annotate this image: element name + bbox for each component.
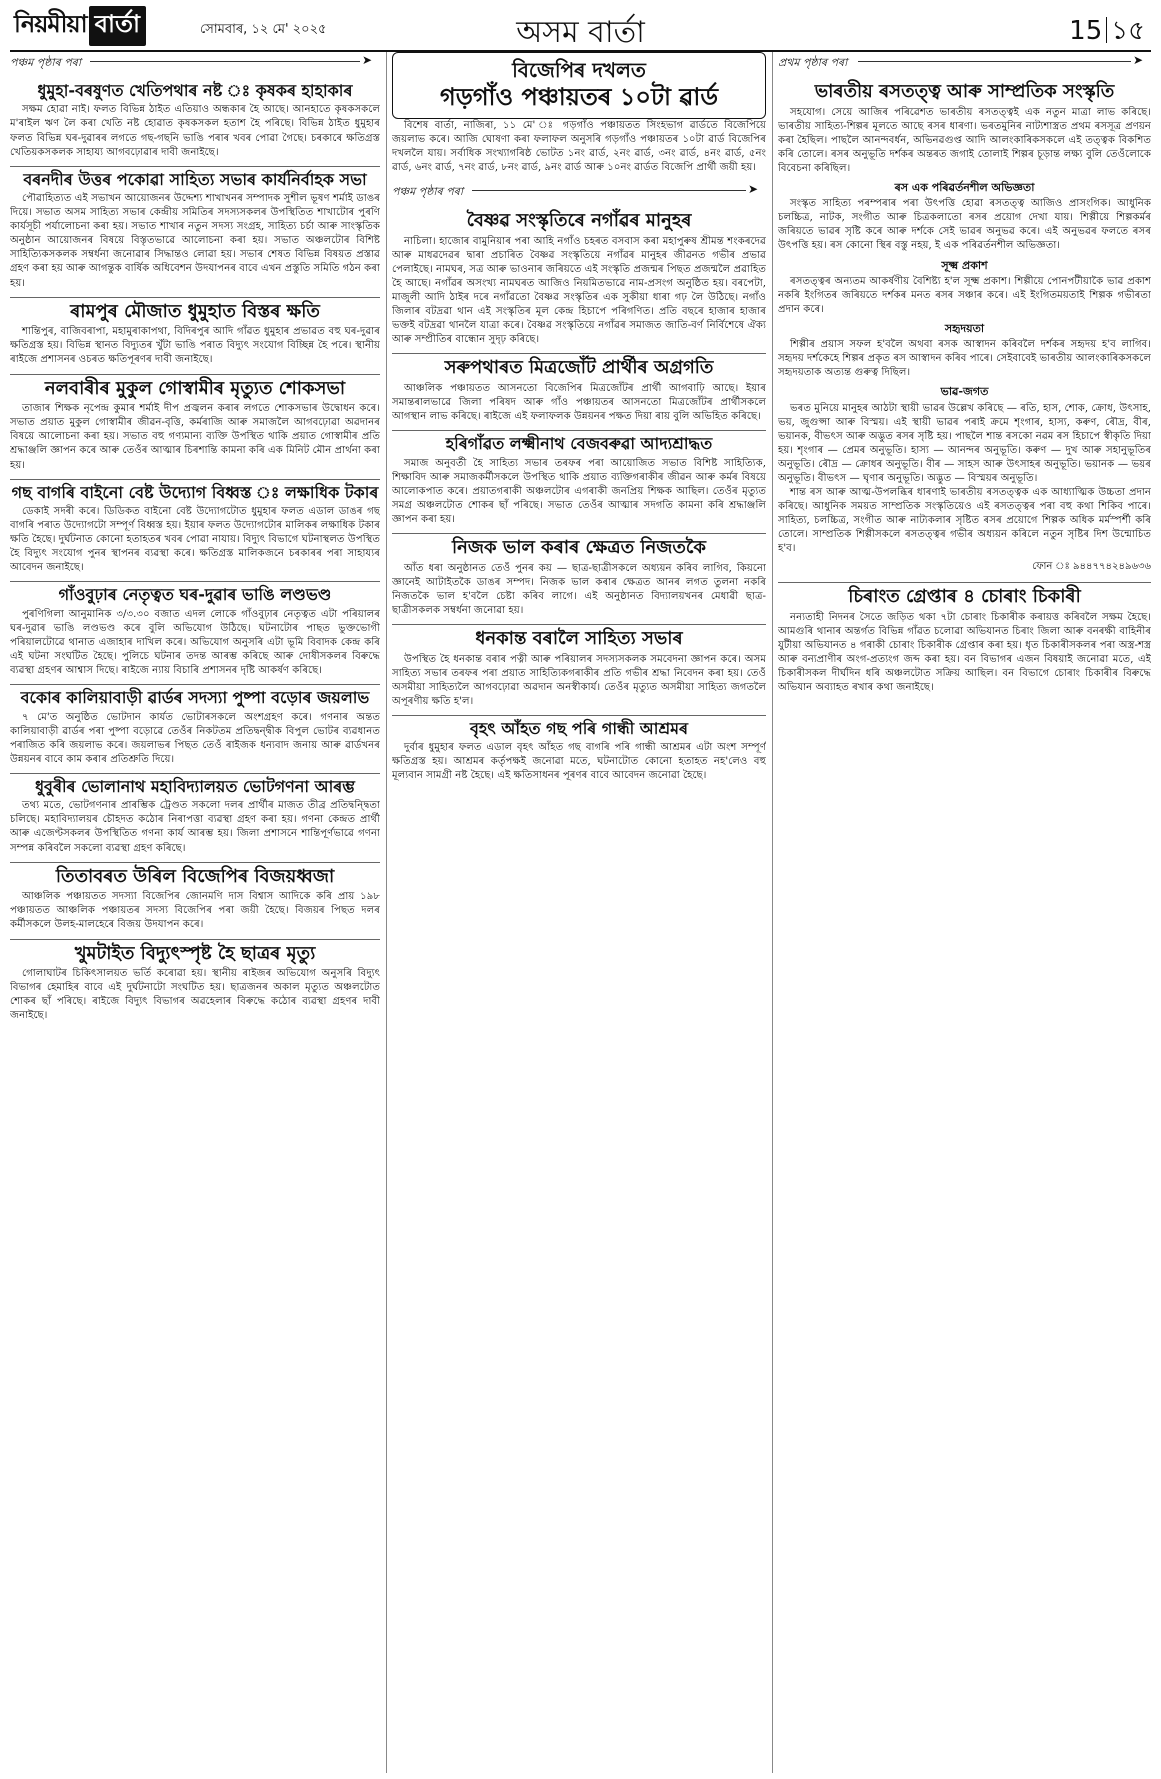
page-number-latin: 15: [1069, 16, 1103, 46]
story-paragraph: তথ্য মতে, ভোটগণনাৰ প্ৰাৰম্ভিক ট্ৰেণ্ডত সকলো দলৰ প্ৰাৰ্থীৰ মাজত তীব্ৰ প্ৰতিদ্বন্দ্বিতা চলিছে। মহাবিদ্যালয়ৰ চৌহদত কঠোৰ নিৰাপত্তা ব্যৱস্থা গ্ৰহণ কৰা হয়। গণনা কেন্দ্ৰত প্ৰাৰ্থী আৰু এজেণ্টসকলৰ উপস্থিতিত গণনা কাৰ্য আৰম্ভ হয়। জিলা প্ৰশাসনে শান্তিপূৰ্ণভাৱে গণনা সম্পন্ন কৰিবলৈ সকলো ব্যৱস্থা গ্ৰহণ কৰিছে।: [10, 800, 380, 854]
continued-from-kicker: [10, 52, 380, 79]
story-body: [10, 192, 380, 291]
news-story: [10, 778, 380, 856]
story-paragraph: পুৰণিগিলা আনুমানিক ৩/৩.৩০ বজাত এদল লোকে গাঁওবুঢ়াৰ নেতৃত্বত এটা পৰিয়ালৰ ঘৰ-দুৱাৰ ভাঙি লণ্ডভণ্ড কৰে বুলি অভিযোগ উঠিছে। ঘটনাটোৰ পাছত ভুক্তভোগী পৰিয়ালটোৱে থানাত এজাহাৰ দাখিল কৰে। অভিযোগ অনুসৰি এটা ভূমি বিবাদক কেন্দ্ৰ কৰি এই ঘটনা সংঘটিত হৈছে। পুলিচে ঘটনাৰ তদন্ত আৰম্ভ কৰিছে আৰু দোষীসকলৰ বিৰুদ্ধে ব্যৱস্থা গ্ৰহণৰ আশ্বাস দিছে। ৰাইজে ন্যায় বিচাৰি প্ৰশাসনৰ দৃষ্টি আকৰ্ষণ কৰিছে।: [10, 608, 380, 677]
story-paragraph: গোলাঘাটৰ চিকিৎসালয়ত ভৰ্তি কৰোৱা হয়। স্থানীয় ৰাইজৰ অভিযোগ অনুসৰি বিদ্যুৎ বিভাগৰ হেমাহিৰ বাবে এই দুৰ্ঘটনাটো সংঘটিত হয়। ছাত্ৰজনৰ অকাল মৃত্যুত অঞ্চলটোত শোকৰ ছাঁ পৰিছে। ৰাইজে বিদ্যুৎ বিভাগৰ অৱহেলাৰ বিৰুদ্ধে কঠোৰ ব্যৱস্থা গ্ৰহণৰ দাবী জনাইছে।: [10, 968, 380, 1022]
column-divider: [386, 52, 387, 1773]
feature-subhead: ভাৱ-জগত: [940, 385, 989, 399]
news-story: [392, 629, 766, 709]
story-paragraph: পৌৱাহিত্যত এই সভাখন আয়োজনৰ উদ্দেশ্য শাখাখনৰ সম্পাদক সুশীল ভূষণ শৰ্মাই ডাঙৰ দিয়ে। সভাত অসম সাহিত্য সভাৰ কেন্দ্ৰীয় সমিতিৰ সদস্যসকলৰ উপস্থিতিত শাখাটোৰ পুৰণি কাৰ্যসূচী পৰ্যালোচনা কৰা হয়। সভাত শাখাৰ নতুন সদস্য সংগ্ৰহ, সাহিত্য চৰ্চা আৰু সাংস্কৃতিক অনুষ্ঠান আয়োজনৰ বিষয়ে বিস্তৃতভাৱে আলোচনা কৰা হয়। সভাত অঞ্চলটোৰ বিশিষ্ট সাহিত্যিকসকলক সম্বৰ্ধনা জনোৱাৰ সিদ্ধান্তও লোৱা হয়। সভাৰ শেষত বিভিন্ন বিষয়ত প্ৰস্তাৱ গ্ৰহণ কৰা হয় আৰু আগন্তুক বাৰ্ষিক অধিবেশন উদযাপনৰ বাবে এখন প্ৰস্তুতি সমিতি গঠন কৰা হয়।: [10, 193, 380, 289]
logo-text-part2: বার্তা: [89, 6, 146, 46]
masthead: [10, 6, 1151, 52]
story-body: [10, 890, 380, 932]
top-story-paragraph: বিশেষ বাৰ্তা, নাজিৰা, ১১ মে' ঃ গড়গাঁও পঞ্চায়তত সিংহভাগ ৱাৰ্ডতে বিজেপিয়ে জয়লাভ কৰে। আজি ঘোষণা কৰা ফলাফল অনুসৰি গড়গাঁও পঞ্চায়তৰ ১০টা ৱাৰ্ড বিজেপিৰ দখললৈ যায়। সৰ্বাধিক সংখ্যাগৰিষ্ঠ ভোটত ১নং ৱাৰ্ড, ২নং ৱাৰ্ড, ৩নং ৱাৰ্ড, ৪নং ৱাৰ্ড, ৫নং ৱাৰ্ড, ৬নং ৱাৰ্ড, ৭নং ৱাৰ্ড, ৮নং ৱাৰ্ড, ৯নং ৱাৰ্ড আৰু ১০নং ৱাৰ্ডত বিজেপি প্ৰাৰ্থী জয়ী হয়।: [392, 119, 766, 173]
news-story: [10, 82, 380, 160]
story-body: [10, 799, 380, 855]
feature-subhead: সহৃদয়তা: [944, 321, 985, 335]
bottom-story: [778, 587, 1151, 695]
story-headline: হৰিগাঁৱত লক্ষ্মীনাথ বেজবৰুৱা আদ্যশ্ৰাদ্ধত: [445, 434, 713, 454]
news-story: [10, 484, 380, 576]
story-headline: ধুমুহা-বৰষুণত খেতিপথাৰ নষ্ট ঃ কৃষকৰ হাহাকাৰ: [37, 81, 353, 100]
bottom-story-body: [778, 611, 1151, 695]
story-paragraph: সমাজ অনুবৰ্তী হৈ সাহিত্য সভাৰ তৰফৰ পৰা আয়োজিত সভাত বিশিষ্ট সাহিত্যিক, শিক্ষাবিদ আৰু সমাজকৰ্মীসকলে উপস্থিত থাকি প্ৰয়াত ব্যক্তিগৰাকীৰ জীৱন আৰু কৰ্মৰ বিষয়ে আলোকপাত কৰে। প্ৰয়াতগৰাকী অঞ্চলটোৰ এগৰাকী জনপ্ৰিয় শিক্ষক আছিল। তেওঁৰ মৃত্যুত সমগ্ৰ অঞ্চলটোত শোকৰ ছাঁ পৰিছে। সভাত তেওঁৰ আত্মাৰ সদগতি কামনা কৰি শ্ৰদ্ধাঞ্জলি জ্ঞাপন কৰা হয়।: [392, 457, 766, 525]
story-body: [10, 325, 380, 367]
news-story: [392, 211, 766, 347]
top-story-body: [392, 119, 766, 175]
feature-paragraph: সংস্কৃত সাহিত্য পৰম্পৰাৰ পৰা উৎপত্তি হোৱা ৰসতত্ত্ব আজিও প্ৰাসংগিক। আধুনিক চলচ্চিত্ৰ, নাটক, সংগীত আৰু চিত্ৰকলাতো ৰসৰ প্ৰয়োগ দেখা যায়। শিল্পীয়ে শিল্পকৰ্মৰ জৰিয়তে ভাৱৰ সৃষ্টি কৰে আৰু দৰ্শকে সেই ভাৱৰ অনুভৱ কৰে। এই অনুভৱৰ ফলতে ৰসৰ উৎপত্তি হয়। ৰস কোনো স্থিৰ বস্তু নহয়, ই এক পৰিৱৰ্তনশীল অভিজ্ঞতা।: [778, 198, 1151, 252]
story-divider: [392, 353, 766, 354]
continued-from-kicker: [778, 52, 1151, 79]
top-story: [392, 52, 766, 175]
story-divider: [392, 715, 766, 716]
news-story: [10, 689, 380, 767]
column-right: [778, 52, 1151, 1773]
story-divider: [392, 624, 766, 625]
top-story-headline-line2: গড়গাঁও পঞ্চায়তৰ ১০টা ৱাৰ্ড: [439, 83, 719, 111]
story-body: [392, 562, 766, 618]
news-story: [10, 171, 380, 291]
news-story: [10, 302, 380, 368]
story-paragraph: ৭ মে'ত অনুষ্ঠিত ভোটদান কাৰ্যত ভোটাৰসকলে অংশগ্ৰহণ কৰে। গণনাৰ অন্তত কালিয়াবাড়ী ৱাৰ্ডৰ পৰা পুষ্পা বড়োৱে তেওঁৰ নিকটতম প্ৰতিদ্বন্দ্বীক বিপুল ভোটৰ ব্যৱধানত পৰাজিত কৰি জয়লাভ কৰে। জয়লাভৰ পিছত তেওঁ ৰাইজক ধন্যবাদ জনায় আৰু ৱাৰ্ডখনৰ উন্নয়নৰ বাবে কাম কৰাৰ প্ৰতিশ্ৰুতি দিয়ে।: [10, 711, 380, 765]
feature-subhead: ৰস এক পৰিৱৰ্তনশীল অভিজ্ঞতা: [894, 181, 1035, 195]
story-body: [392, 741, 766, 783]
continued-from-kicker: [392, 181, 766, 208]
story-list: [10, 82, 380, 1024]
news-story: [392, 538, 766, 618]
news-story: [10, 867, 380, 933]
story-body: [10, 505, 380, 575]
story-divider: [10, 684, 380, 685]
story-divider: [10, 581, 380, 582]
story-headline: সৰুপথাৰত মিত্ৰজোঁট প্ৰাৰ্থীৰ অগ্ৰগতি: [444, 357, 714, 379]
story-headline: নিজক ভাল কৰাৰ ক্ষেত্ৰত নিজতকৈ: [451, 536, 707, 558]
page-number-divider: [1106, 17, 1107, 43]
feature-article: [778, 82, 1151, 576]
arrow-right-icon: ➤: [747, 181, 758, 196]
news-story: [10, 586, 380, 678]
column-divider: [772, 52, 773, 1773]
feature-paragraph: সহযোগ। সেয়ে আজিৰ পৰিৱেশত ভাৰতীয় ৰসতত্ত্বই এক নতুন মাত্ৰা লাভ কৰিছে। ভাৰতীয় সাহিত্য-শিল্পৰ মূলতে আছে ৰসৰ ধাৰণা। ভৰতমুনিৰ নাট্যশাস্ত্ৰত প্ৰথম ৰসসূত্ৰ প্ৰণয়ন কৰা হৈছিল। পাছলৈ আনন্দবৰ্ধন, অভিনৱগুপ্ত আদি আলংকাৰিকসকলে এই তত্ত্বক বিকশিত কৰি তোলে। ৰসৰ অনুভূতি দৰ্শকৰ অন্তৰত জগাই তোলাই শিল্পৰ চূড়ান্ত লক্ষ্য বুলি তেওঁলোকে বিবেচনা কৰিছিল।: [778, 106, 1151, 174]
story-body: [392, 235, 766, 348]
story-headline: বৃহৎ আঁহত গছ পৰি গান্ধী আশ্ৰমৰ: [470, 718, 688, 738]
logo-text-part1: নিয়মীয়া: [14, 10, 87, 38]
kicker-label: পঞ্চম পৃষ্ঠাৰ পৰা: [10, 56, 82, 69]
news-story: [392, 435, 766, 527]
news-story: [10, 379, 380, 473]
arrow-right-icon: ➤: [361, 53, 372, 67]
bottom-story-headline: চিৰাংত গ্ৰেপ্তাৰ ৪ চোৰাং চিকাৰী: [848, 586, 1081, 608]
issue-date: সোমবাৰ, ১২ মে' ২০২৫: [200, 22, 327, 37]
story-headline: বৰনদীৰ উত্তৰ পকোৱা সাহিত্য সভাৰ কাৰ্যনিৰ্বাহক সভা: [23, 169, 367, 189]
story-headline: ৰামপুৰ মৌজাত ধুমুহাত বিস্তৰ ক্ষতি: [70, 300, 320, 322]
story-paragraph: আঞ্চলিক পঞ্চায়তত সদস্যা বিজেপিৰ জোনমণি দাস বিশ্বাস আদিকে কৰি প্ৰায় ১৯৮ পঞ্চায়তত আঞ্চলিক পঞ্চায়তৰ সদস্য বিজেপিৰ পৰা জয়ী হৈছে। বিজয়ৰ পিছত দলৰ কৰ্মীসকলে উলহ-মালহেৰে বিজয় উদযাপন কৰে।: [10, 891, 380, 931]
feature-paragraph: শান্ত ৰস আৰু আত্ম-উপলব্ধিৰ ধাৰণাই ভাৰতীয় ৰসতত্ত্বক এক আধ্যাত্মিক উচ্চতা প্ৰদান কৰিছে। আধুনিক সময়ত সাম্প্ৰতিক সংস্কৃতিয়েও এই ৰসতত্ত্বৰ পৰা বহু কথা শিকিব পাৰে। সাহিত্য, চলচ্চিত্ৰ, সংগীত আৰু নাট্যকলাৰ সৃষ্টিত ৰসৰ প্ৰয়োগে শিল্পক অধিক মৰ্মস্পৰ্শী কৰি তোলে। সাম্প্ৰতিক শিল্পীসকলে ৰসতত্ত্বৰ গভীৰ অধ্যয়ন কৰিলে নতুন সৃষ্টিৰ দিশ উন্মোচিত হ'ব।: [778, 487, 1151, 555]
story-headline: গছ বাগৰি বাইনো বেষ্ট উদ্যোগ বিধ্বস্ত ঃ লক্ষাধিক টকাৰ: [11, 482, 379, 502]
story-body: [392, 382, 766, 424]
news-story: [10, 944, 380, 1024]
story-body: [10, 402, 380, 472]
page-number: [1069, 10, 1145, 54]
story-headline: বৈষ্ণৱ সংস্কৃতিৰে নগাঁৱৰ মানুহৰ: [466, 209, 692, 231]
kicker-label: পঞ্চম পৃষ্ঠাৰ পৰা: [392, 184, 464, 198]
author-phone: ফোন ঃ ৯৪৪৭৭৪২৪৯৬৩৬: [1032, 561, 1151, 573]
story-divider: [10, 374, 380, 375]
feature-paragraph: শিল্পীৰ প্ৰয়াস সফল হ'বলৈ অথবা ৰসক আস্বাদন কৰিবলৈ দৰ্শকৰ সহৃদয় হ'ব লাগিব। সহৃদয় দৰ্শকেহে শিল্পৰ প্ৰকৃত ৰস আস্বাদন কৰিব পাৰে। সেইবাবেই ভাৰতীয় আলংকাৰিকসকলে সহৃদয়তাক অত্যন্ত গুৰুত্ব দিছিল।: [778, 339, 1151, 379]
story-body: [392, 457, 766, 527]
story-body: [392, 653, 766, 709]
page-number-local: ১৫: [1111, 16, 1145, 46]
story-divider: [10, 939, 380, 940]
feature-body: [778, 106, 1151, 557]
story-divider: [10, 773, 380, 774]
story-paragraph: সক্ষম হোৱা নাই। ফলত বিভিন্ন ঠাইত এতিয়াও অন্ধকাৰ হৈ আছে। আনহাতে কৃষকসকলে ম'ৰাইল ঋণ লৈ কৰা খেতি নষ্ট হোৱাত কৃষকসকল হতাশ হৈ পৰিছে। বিভিন্ন ঠাইত ধুমুহাৰ ফলত বিভিন্ন ঘৰ-দুৱাৰৰ লগতে গছ-গছনি ভাঙি পৰাৰ খবৰ পোৱা গৈছে। চৰকাৰে ক্ষতিগ্ৰস্ত খেতিয়কসকলক সাহায্য আগবঢ়োৱাৰ দাবী জনাইছে।: [10, 104, 380, 158]
top-story-headline-line1: বিজেপিৰ দখলত: [512, 58, 646, 82]
story-paragraph: ডেকাই সদৰী কৰে। ডিডিকত বাইনো বেষ্ট উদ্যোগটোত ধুমুহাৰ ফলত এডাল ডাঙৰ গছ বাগৰি পৰাত উদ্যোগটো সম্পূৰ্ণ বিধ্বস্ত হয়। ইয়াৰ ফলত উদ্যোগটোৰ মালিকৰ লক্ষাধিক টকাৰ ক্ষতি হৈছে। দুৰ্ঘটনাত কোনো হতাহতৰ খবৰ পোৱা নাযায়। বিদ্যুৎ বিভাগে ঘটনাস্থলত উপস্থিত হৈ বিদ্যুৎ সংযোগ পুনৰ স্থাপনৰ ব্যৱস্থা কৰে। ক্ষতিগ্ৰস্ত মালিকজনে চৰকাৰৰ পৰা সাহায্যৰ আবেদন জনাইছে।: [10, 506, 380, 574]
story-divider: [10, 479, 380, 480]
feature-paragraph: ভৰত মুনিয়ে মানুহৰ আঠটা স্থায়ী ভাৱৰ উল্লেখ কৰিছে — ৰতি, হাস, শোক, ক্ৰোধ, উৎসাহ, ভয়, জুগুপ্সা আৰু বিস্ময়। এই স্থায়ী ভাৱৰ পৰাই ক্ৰমে শৃংগাৰ, হাস্য, কৰুণ, ৰৌদ্ৰ, বীৰ, ভয়ানক, বীভৎস আৰু অদ্ভুত ৰসৰ সৃষ্টি হয়। পাছলৈ শান্ত ৰসকো নৱম ৰস হিচাপে স্বীকৃতি দিয়া হয়। শৃংগাৰ — প্ৰেমৰ অনুভূতি। হাস্য — আনন্দৰ অনুভূতি। কৰুণ — দুখ আৰু সহানুভূতিৰ অনুভূতি। ৰৌদ্ৰ — ক্ৰোধৰ অনুভূতি। বীৰ — সাহস আৰু উৎসাহৰ অনুভূতি। ভয়ানক — ভয়ৰ অনুভূতি। বীভৎস — ঘৃণাৰ অনুভূতি। অদ্ভুত — বিস্ময়ৰ অনুভূতি।: [778, 402, 1151, 484]
story-paragraph: শান্তিপুৰ, বাজিবৰাপা, মহামুৰাকাপথা, বিদিৰপুৰ আদি গাঁৱত ধুমুহাৰ প্ৰভাৱত বহু ঘৰ-দুৱাৰ ক্ষতিগ্ৰস্ত হয়। বিভিন্ন স্থানত বিদ্যুতৰ খুঁটা ভাঙি পৰাত বিদ্যুৎ সংযোগ বিচ্ছিন্ন হৈ পৰে। স্থানীয় ৰাইজে প্ৰশাসনৰ ওচৰত ক্ষতিপূৰণৰ দাবী জনাইছে।: [10, 326, 380, 366]
kicker-label: প্ৰথম পৃষ্ঠাৰ পৰা: [778, 56, 848, 69]
story-divider: [392, 430, 766, 431]
story-body: [10, 711, 380, 767]
story-divider: [10, 166, 380, 167]
story-divider: [10, 862, 380, 863]
arrow-right-icon: ➤: [1132, 53, 1143, 67]
story-body: [10, 608, 380, 678]
story-headline: তিতাবৰত উৰিল বিজেপিৰ বিজয়ধ্বজা: [55, 865, 335, 887]
column-middle: [392, 52, 766, 1773]
feature-headline: ভাৰতীয় ৰসতত্ত্ব আৰু সাম্প্ৰতিক সংস্কৃতি: [814, 81, 1115, 102]
bottom-story-paragraph: নন্যতাহী নিদনৰ সৈতে জড়িত থকা ৭টা চোৰাং চিকাৰীক কৰায়ত্ত কৰিবলৈ সক্ষম হৈছে। আমগুৰি থানাৰ অন্তৰ্গত বিভিন্ন গাঁৱত চলোৱা অভিযানত চিৰাং জিলা আৰু বনৰক্ষী বাহিনীৰ যুটীয়া অভিযানত ৪ গৰাকী চোৰাং চিকাৰীক গ্ৰেপ্তাৰ কৰা হয়। ধৃত চিকাৰীসকলৰ পৰা অস্ত্ৰ-শস্ত্ৰ আৰু বন্যপ্ৰাণীৰ অংগ-প্ৰত্যংগ জব্দ কৰা হয়। বন বিভাগৰ এজন বিষয়াই জনোৱা মতে, এই চিকাৰীসকল দীৰ্ঘদিন ধৰি অঞ্চলটোত সক্ৰিয় আছিল। বন বিভাগে চোৰাং চিকাৰীৰ বিৰুদ্ধে অভিযান অব্যাহত ৰখাৰ কথা জনাইছে।: [778, 612, 1151, 694]
story-list: [392, 211, 766, 784]
news-story: [392, 358, 766, 424]
story-body: [10, 103, 380, 159]
story-paragraph: নাচিলা। হাজোৰ বামুনিয়াৰ পৰা আহি নগাঁও চহৰত বসবাস কৰা মহাপুৰুষ শ্ৰীমন্ত শংকৰদেৱ আৰু মাধৱদেৱৰ দ্বাৰা প্ৰচাৰিত বৈষ্ণৱ সংস্কৃতিয়ে নগাঁৱৰ মানুহৰ জীৱনত গভীৰ প্ৰভাৱ পেলাইছে। নামঘৰ, সত্ৰ আৰু ভাওনাৰ জৰিয়তে এই সংস্কৃতি প্ৰজন্মৰ পিছত প্ৰজন্মলৈ প্ৰৱাহিত হৈ আছে। নগাঁৱৰ অসংখ্য নামঘৰত আজিও নিয়মিতভাৱে নাম-প্ৰসংগ অনুষ্ঠিত হয়। বৰপেটা, মাজুলী আদি ঠাইৰ দৰে নগাঁৱতো বৈষ্ণৱ সংস্কৃতিৰ এক সুকীয়া ধাৰা গঢ় লৈ উঠিছে। নগাঁও জিলাৰ বটদ্ৰৱা থান এই সংস্কৃতিৰ মূল কেন্দ্ৰ হিচাপে পৰিগণিত। প্ৰতি বছৰে হাজাৰ হাজাৰ ভক্তই বটদ্ৰৱা থানলৈ যাত্ৰা কৰে। বৈষ্ণৱ সংস্কৃতিয়ে নগাঁৱৰ সমাজত জাতি-বৰ্ণ নিৰ্বিশেষে ঐক্য আৰু সম্প্ৰীতিৰ বান্ধোন সুদৃঢ় কৰিছে।: [392, 235, 766, 346]
story-divider: [778, 582, 1151, 583]
story-divider: [392, 533, 766, 534]
story-divider: [10, 297, 380, 298]
section-title: অসম বাৰ্তা: [516, 15, 645, 50]
feature-subhead: সূক্ষ্ম প্ৰকাশ: [941, 258, 988, 272]
column-left: [10, 52, 380, 1773]
story-headline: ধুবুৰীৰ ভোলানাথ মহাবিদ্যালয়ত ভোটগণনা আৰম্ভ: [35, 776, 355, 796]
story-paragraph: উপস্থিত হৈ ধনকান্ত বৰাৰ পত্নী আৰু পৰিয়ালৰ সদস্যসকলক সমবেদনা জ্ঞাপন কৰে। অসম সাহিত্য সভাৰ তৰফৰ পৰা প্ৰয়াত সাহিত্যিকগৰাকীৰ প্ৰতি গভীৰ শ্ৰদ্ধা নিবেদন কৰা হয়। তেওঁ অসমীয়া সাহিত্যলৈ আগবঢ়োৱা অৱদান অনস্বীকাৰ্য। তেওঁৰ মৃত্যুত অসমীয়া সাহিত্য জগতলৈ অপূৰণীয় ক্ষতি হ'ল।: [392, 653, 766, 707]
story-paragraph: দুৰ্বাৰ ধুমুহাৰ ফলত এডাল বৃহৎ আঁহত গছ বাগৰি পৰি গান্ধী আশ্ৰমৰ এটা অংশ সম্পূৰ্ণ ক্ষতিগ্ৰস্ত হয়। আশ্ৰমৰ কৰ্তৃপক্ষই জনোৱা মতে, ঘটনাটোত কোনো হতাহত নহ'লেও বহু মূল্যবান সামগ্ৰী নষ্ট হৈছে। এই ক্ষতিসাধনৰ পূৰণৰ বাবে আবেদন জনোৱা হৈছে।: [392, 742, 766, 782]
news-story: [392, 720, 766, 784]
story-body: [10, 967, 380, 1023]
feature-paragraph: ৰসতত্ত্বৰ অন্যতম আকৰ্ষণীয় বৈশিষ্ট্য হ'ল সূক্ষ্ম প্ৰকাশ। শিল্পীয়ে পোনপটীয়াকৈ ভাৱ প্ৰকাশ নকৰি ইংগিতৰ জৰিয়তে দৰ্শকৰ মনত ৰসৰ সঞ্চাৰ কৰে। এই ইংগিতময়তাই শিল্পক গভীৰতা প্ৰদান কৰে।: [778, 275, 1151, 315]
story-paragraph: তাজাৰ শিক্ষক নৃপেন্দ্ৰ কুমাৰ শৰ্মাই দীপ প্ৰজ্বলন কৰাৰ লগতে শোকসভাৰ উদ্বোধন কৰে। সভাত প্ৰয়াত মুকুল গোস্বামীৰ জীৱন-বৃত্তি, কৰ্মৰাজি আৰু সমাজলৈ আগবঢ়োৱা অৱদানৰ বিষয়ে আলোচনা কৰা হয়। সভাত বহু গণ্যমান্য ব্যক্তি উপস্থিত থাকি প্ৰয়াত গোস্বামীৰ প্ৰতি শ্ৰদ্ধাঞ্জলি জ্ঞাপন কৰে আৰু তেওঁৰ আত্মাৰ চিৰশান্তি কামনা কৰি এক মিনিট মৌন প্ৰাৰ্থনা কৰা হয়।: [10, 403, 380, 471]
story-headline: বকোৰ কালিয়াবাড়ী ৱাৰ্ডৰ সদস্যা পুষ্পা বড়োৰ জয়লাভ: [20, 688, 370, 708]
story-headline: ধনকান্ত বৰালৈ সাহিত্য সভাৰ: [475, 627, 683, 649]
story-paragraph: আঞ্চলিক পঞ্চায়তত আসনতো বিজেপিৰ মিত্ৰজোঁটৰ প্ৰাৰ্থী আগবাঢ়ি আছে। ইয়াৰ সমান্তৰালভাৱে জিলা পৰিষদ আৰু গাঁও পঞ্চায়তৰ আসনতো মিত্ৰজোঁটৰ প্ৰাৰ্থীসকলে আগস্থান লাভ কৰিছে। ৰাইজে এই ফলাফলক উন্নয়নৰ পক্ষত দিয়া ৰায় বুলি অভিহিত কৰিছে।: [392, 382, 766, 423]
story-headline: গাঁওবুঢ়াৰ নেতৃত্বত ঘৰ-দুৱাৰ ভাঙি লণ্ডভণ্ড: [58, 585, 332, 605]
story-paragraph: আঁত ধৰা অনুষ্ঠানত তেওঁ পুনৰ কয় — ছাত্ৰ-ছাত্ৰীসকলে অধ্যয়ন কৰিব লাগিব, কিয়নো জ্ঞানেই আটাইতকৈ ডাঙৰ সম্পদ। নিজক ভাল কৰাৰ ক্ষেত্ৰত আনৰ লগত তুলনা নকৰি নিজতকৈ ভাল হ'বলৈ চেষ্টা কৰিব লাগে। এই অনুষ্ঠানত বিদ্যালয়খনৰ মেধাৱী ছাত্ৰ-ছাত্ৰীসকলক সম্বৰ্ধনা জনোৱা হয়।: [392, 562, 766, 616]
story-headline: নলবাৰীৰ মুকুল গোস্বামীৰ মৃত্যুত শোকসভা: [44, 377, 346, 399]
page-columns: [10, 52, 1151, 1773]
top-story-headline-box: [392, 52, 766, 119]
story-headline: খুমটাইত বিদ্যুৎস্পৃষ্ট হৈ ছাত্ৰৰ মৃত্যু: [74, 942, 316, 964]
